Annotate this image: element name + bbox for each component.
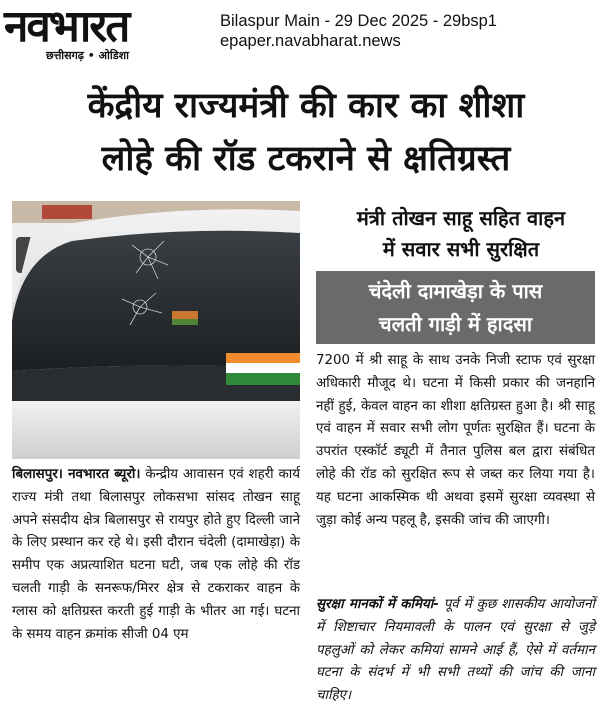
article-body-right: 7200 में श्री साहू के साथ उनके निजी स्टाफ एवं सुरक्षा अधिकारी मौजूद थे। घटना में किसी प्रकार की जनहानि नहीं हुई, केवल वाहन का शीशा क्षतिग्रस्त हुआ है। श्री साहू एवं वाहन में सवार सभी लोग पूर्णतः सुरक्षित हैं। घटना के उपरांत एस्कॉर्ट ड्यूटी में तैनात पुलिस बल द्वारा संबंधित लोहे की रॉड को सुरक्षित रूप से जब्त कर लिया गया है। यह घटना आकस्मिक थी अथवा इसमें सुरक्षा व्यवस्था से जुड़ा कोई अन्य पहलू है, इसकी जांच की जाएगी। [316,353,595,528]
subheadline-line-2: में सवार सभी सुरक्षित [382,237,540,261]
subheadline-line-1: मंत्री तोखन साहू सहित वाहन [356,206,566,230]
headline [0,80,612,186]
newspaper-logo[interactable] [4,2,200,62]
article-body-left: केन्द्रीय आवासन एवं शहरी कार्य राज्य मंत्री तथा बिलासपुर लोकसभा सांसद तोखन साहू अपने संसदीय क्षेत्र बिलासपुर से रायपुर होते हुए दिल्ली जाने के लिए प्रस्थान कर रहे थे। इसी दौरान चंदेली (दामाखेड़ा) के समीप एक अप्रत्याशित घटना घटी, जब एक लोहे की रॉड चलती गाड़ी के सनरूफ/मिरर क्षेत्र से टकराकर वाहन के ग्लास को क्षतिग्रस्त करती हुई गाड़ी के भीतर आ गई। घटना के समय वाहन क्रमांक सीजी 04 एम [12,467,300,642]
dateline: बिलासपुर। नवभारत ब्यूरो। [12,467,141,482]
site-url[interactable]: epaper.navabharat.news [220,32,401,50]
kicker-label: सुरक्षा मानकों में कमियां- [316,597,439,612]
headline-line-2: लोहे की रॉड टकराने से क्षतिग्रस्त [101,139,511,179]
article-column-right [316,350,595,532]
car-windshield-image [12,201,300,459]
logo-text: नवभारत [4,1,129,52]
kicker-body: पूर्व में कुछ शासकीय आयोजनों में शिष्टाचार नियमावली के पालन एवं सुरक्षा से जुड़े पहलुओं को लेकर कमियां सामने आई हैं, ऐसे में वर्तमान घटना के संदर्भ में भी सभी तथ्यों की जांच की जाना चाहिए। [316,597,595,704]
masthead [0,0,612,64]
band-line-2: चलती गाड़ी में हादसा [378,312,533,336]
news-photo [12,201,300,459]
edition-info: Bilaspur Main - 29 Dec 2025 - 29bsp1 [220,12,497,30]
logo-subtitle: छत्तीसगढ़ • ओडिशा [46,49,129,62]
article-kicker-paragraph [316,594,595,708]
article-column-left [12,464,300,646]
highlight-band [316,271,595,344]
band-line-1: चंदेली दामाखेड़ा के पास [368,279,543,303]
headline-line-1: केंद्रीय राज्यमंत्री की कार का शीशा [87,86,525,126]
subheadline [316,203,606,265]
